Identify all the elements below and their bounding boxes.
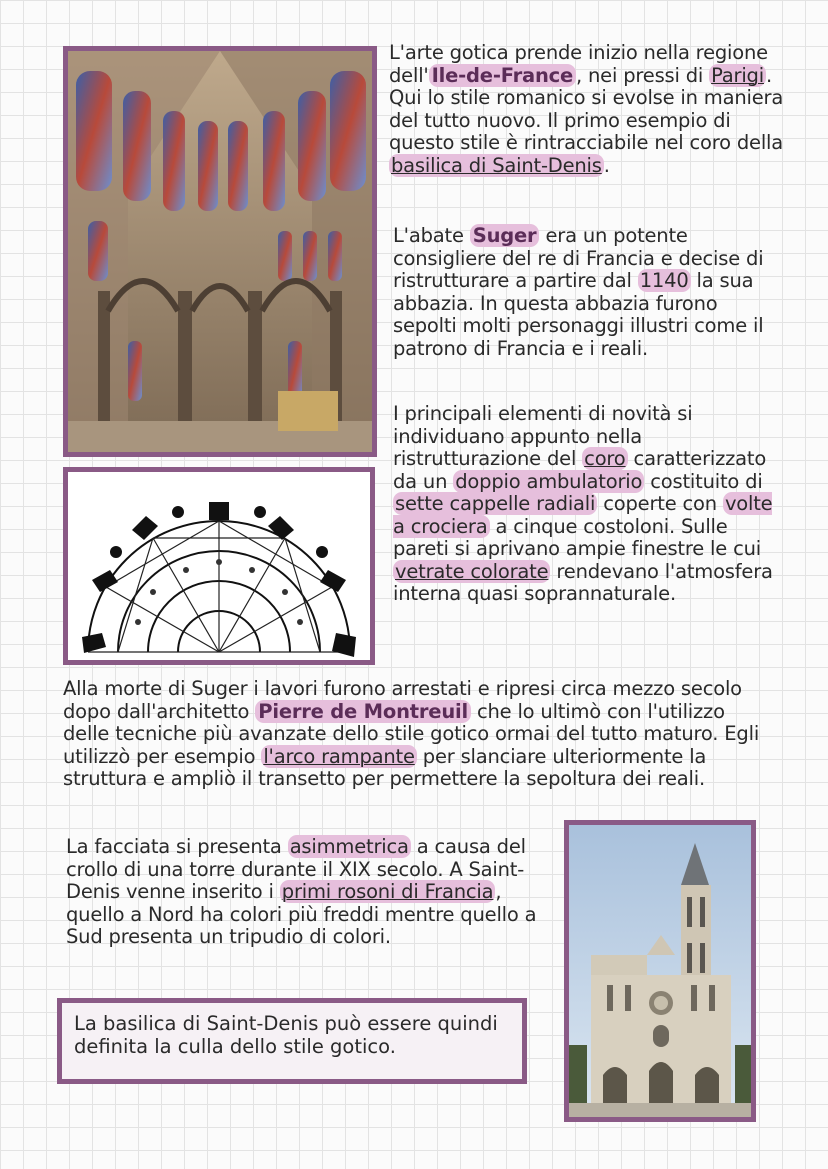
highlight-pierre-de-montreuil: Pierre de Montreuil: [255, 700, 471, 723]
interior-photo: [63, 46, 377, 457]
highlight-basilica: basilica di Saint-Denis: [391, 153, 602, 177]
conclusion-box: [57, 998, 527, 1084]
paragraph-montreuil: Alla morte di Suger i lavori furono arrestati e ripresi circa mezzo secolo dopo dall'architetto Pierre de Montreuil che lo ultimò con l'utilizzo delle tecniche più avanzate dello stile gotico ormai del tutto maturo. Egli utilizzò per esempio l'arco rampante per slanciare ulteriormente la struttura e ampliò il transetto per permettere la sepoltura dei reali.: [63, 677, 760, 790]
highlight-doppio-ambulatorio: doppio ambulatorio: [455, 469, 643, 493]
highlight-arco-rampante: l'arco rampante: [263, 744, 415, 768]
paragraph-suger: L'abate Suger era un potente consigliere del re di Francia e decise di ristrutturare a partire dal 1140 la sua abbazia. In questa abbazia furono sepolti molti personaggi illustri come il patrono di Francia e i reali.: [393, 224, 764, 360]
highlight-coro: coro: [584, 447, 626, 470]
paragraph-facade: La facciata si presenta asimmetrica a causa del crollo di una torre durante il XIX secolo. A Saint-Denis venne inserito i primi rosoni di Francia , quello a Nord ha colori più freddi mentre quello a Sud presenta un tripudio di colori.: [66, 835, 537, 948]
highlight-vetrate: vetrate colorate: [395, 559, 549, 583]
highlight-asimmetrica: asimmetrica: [289, 835, 409, 858]
highlight-parigi: Parigi: [711, 63, 764, 87]
paragraph-intro: L'arte gotica prende inizio nella regione dell' Ile-de-France , nei pressi di Parigi . Qui lo stile romanico si evolse in maniera del tutto nuovo. Il primo esempio di questo stile è rintracciabile nel coro della basilica di Saint-Denis .: [389, 41, 784, 177]
highlight-rosoni: primi rosoni di Francia: [281, 880, 494, 903]
highlight-1140: 1140: [639, 269, 689, 292]
choir-plan: [63, 467, 375, 665]
highlight-volte-crociera: volte a crociera: [393, 492, 773, 538]
highlight-suger: Suger: [470, 224, 540, 247]
facade-photo: [564, 820, 756, 1122]
conclusion-text: La basilica di Saint-Denis può essere quindi definita la culla dello stile gotico.: [74, 1012, 498, 1058]
paragraph-elements: I principali elementi di novità si individuano appunto nella ristrutturazione del coro caratterizzato da un doppio ambulatorio costituito di sette cappelle radiali coperte con volte a crociera a cinque costoloni. Sulle pareti si aprivano ampie finestre le cui vetrate colorate rendevano l'atmosfera interna quasi soprannaturale.: [393, 402, 773, 605]
highlight-sette-cappelle: sette cappelle radiali: [395, 492, 596, 515]
highlight-ile-de-france: Ile-de-France: [429, 64, 576, 87]
